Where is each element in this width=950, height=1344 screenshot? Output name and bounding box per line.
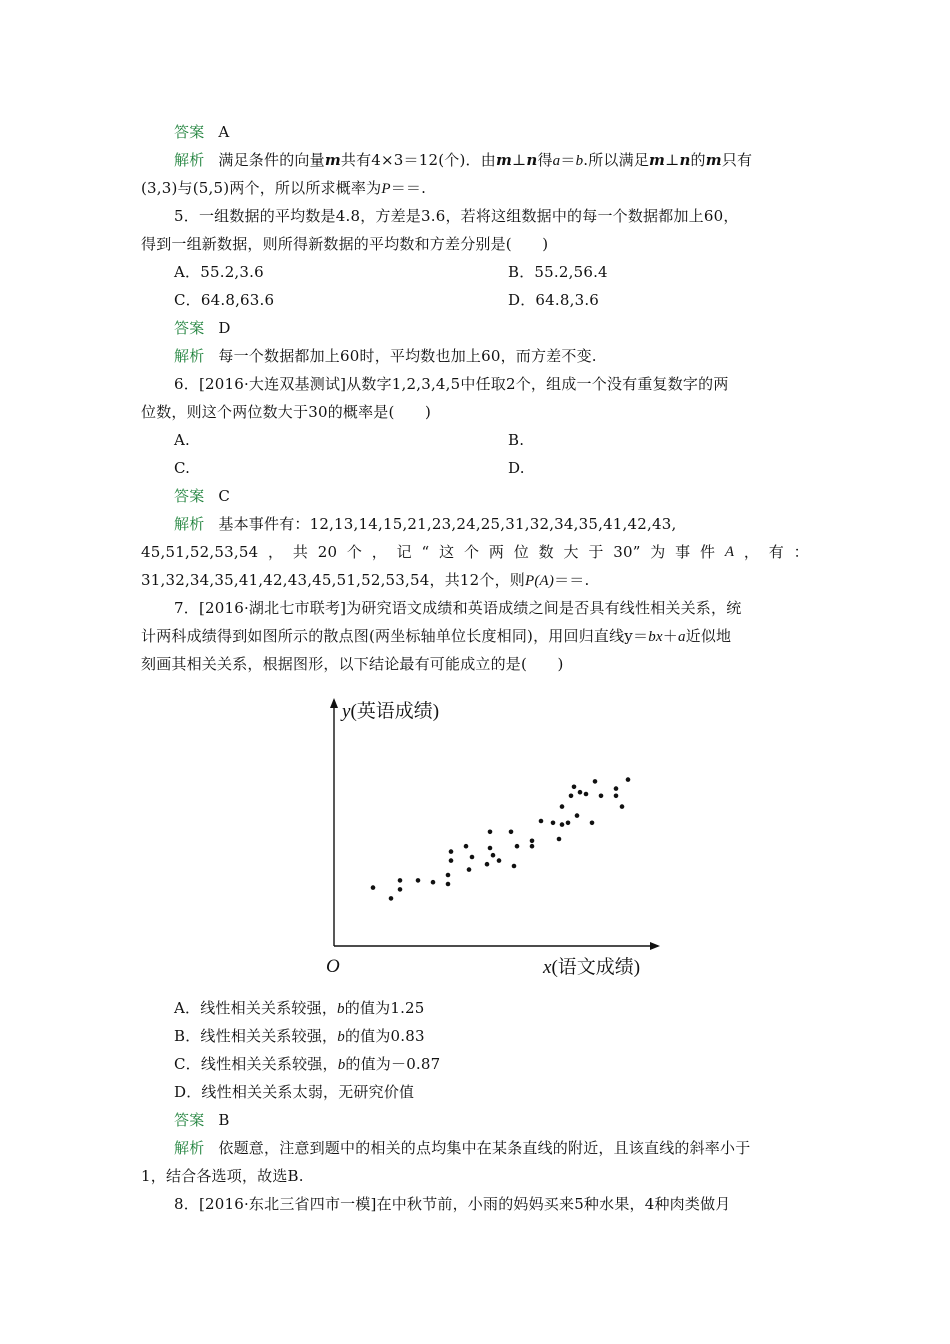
vector-m: m — [324, 151, 341, 169]
data-point — [560, 804, 565, 809]
token: 位 — [513, 543, 529, 561]
analysis-text: 基本事件有：12,13,14,15,21,23,24,25,31,32,34,35,41,42,43, — [218, 515, 677, 533]
q6-answer-line — [174, 486, 230, 506]
text: 共有4×3＝12(个)．由 — [340, 151, 496, 169]
text: A．线性相关关系较强， — [174, 999, 338, 1017]
token: 20 — [317, 543, 338, 561]
y-axis-label: y(英语成绩) — [342, 701, 440, 722]
q6-analysis-line1 — [174, 514, 676, 534]
data-point — [389, 896, 394, 901]
data-point — [551, 821, 556, 826]
token: 共 — [292, 543, 309, 561]
data-point — [575, 813, 580, 818]
text: C．线性相关关系较强， — [174, 1055, 338, 1073]
q4-analysis-line1 — [174, 150, 752, 171]
text: 31,32,34,35,41,42,43,45,51,52,53,54，共12个，则 — [141, 571, 525, 589]
q6-analysis-line3 — [141, 570, 589, 591]
q4-answer-line — [174, 122, 229, 142]
analysis-tag: 解析 — [174, 347, 205, 365]
data-point — [398, 887, 403, 892]
perp-symbol: ⊥ — [665, 151, 680, 169]
data-point — [557, 837, 562, 842]
data-point — [539, 819, 544, 824]
vector-n: n — [526, 151, 538, 169]
q7-analysis-line2: 1，结合各选项，故选B. — [141, 1167, 304, 1185]
data-point — [431, 880, 436, 885]
q7-option-b — [174, 1026, 425, 1047]
text: 得 — [537, 151, 553, 169]
analysis-tag: 解析 — [174, 1139, 205, 1157]
data-point — [416, 878, 421, 883]
q6-option-d: D. — [508, 459, 525, 477]
q5-stem-line1: 5．一组数据的平均数是4.8，方差是3.6，若将这组数据中的每一个数据都加上60， — [174, 207, 739, 225]
text: 计两科成绩得到如图所示的散点图(两坐标轴单位长度相同)，用回归直线y＝ — [141, 627, 649, 645]
data-point — [509, 830, 514, 835]
event-a: A — [724, 544, 735, 560]
text: (3,3)与(5,5)两个，所以所求概率为 — [141, 179, 382, 197]
text: 的值为0.83 — [344, 1027, 425, 1045]
var-a: a — [552, 153, 561, 169]
text: ＝＝. — [554, 571, 590, 589]
text: 的 — [690, 151, 706, 169]
var-a: a — [677, 629, 686, 645]
answer-value: A — [218, 123, 230, 141]
q5-option-a: A．55.2,3.6 — [174, 263, 264, 281]
var-p: P — [381, 181, 391, 197]
token: 个 — [346, 543, 363, 561]
prob-pa: P(A) — [524, 573, 555, 589]
answer-value: D — [218, 319, 231, 337]
data-point — [614, 786, 619, 791]
q6-stem-line1: 6．[2016·大连双基测试]从数字1,2,3,4,5中任取2个，组成一个没有重复数字的两 — [174, 375, 729, 393]
var-b: b — [337, 1001, 345, 1017]
data-point — [398, 878, 403, 883]
answer-tag: 答案 — [174, 319, 205, 337]
q7-option-d: D．线性相关关系太弱，无研究价值 — [174, 1083, 415, 1101]
text: 的值为1.25 — [344, 999, 425, 1017]
vector-n: n — [679, 151, 691, 169]
data-point — [593, 779, 598, 784]
text: ＝ — [560, 151, 576, 169]
text: 只有 — [721, 151, 753, 169]
q8-stem-line1: 8．[2016·东北三省四市一模]在中秋节前，小雨的妈妈买来5种水果，4种肉类做月 — [174, 1195, 731, 1213]
q5-option-b: B．55.2,56.4 — [508, 263, 608, 281]
var-b: b — [337, 1057, 346, 1073]
q6-analysis-line2 — [141, 542, 809, 562]
q5-option-c: C．64.8,63.6 — [174, 291, 275, 309]
text: 满足条件的向量 — [218, 151, 325, 169]
vector-m: m — [495, 151, 513, 169]
data-point — [626, 777, 631, 782]
data-point — [599, 794, 604, 799]
var-b: b — [575, 153, 584, 169]
q5-stem-line2: 得到一组新数据，则所得新数据的平均数和方差分别是( ) — [141, 235, 549, 253]
data-points — [371, 777, 631, 900]
text: B．线性相关关系较强， — [174, 1027, 338, 1045]
data-point — [464, 844, 469, 849]
var-bx: bx — [648, 629, 663, 645]
token: 两 — [488, 543, 505, 561]
q7-stem-line1: 7．[2016·湖北七市联考]为研究语文成绩和英语成绩之间是否具有线性相关关系，统 — [174, 599, 742, 617]
token: ， — [371, 543, 387, 561]
token: 30” — [613, 543, 641, 561]
q7-option-c — [174, 1054, 440, 1075]
q6-option-b: B. — [508, 431, 525, 449]
scatter-plot — [318, 686, 674, 990]
perp-symbol: ⊥ — [512, 151, 527, 169]
token: 数 — [538, 543, 554, 561]
data-point — [578, 790, 583, 795]
analysis-tag: 解析 — [174, 151, 205, 169]
q7-answer-line — [174, 1110, 230, 1130]
answer-tag: 答案 — [174, 487, 205, 505]
data-point — [584, 792, 589, 797]
data-point — [614, 794, 619, 799]
data-point — [530, 844, 535, 849]
vector-m: m — [649, 151, 666, 169]
token: 45,51,52,53,54 — [141, 543, 259, 561]
token: ， — [267, 543, 284, 561]
data-point — [572, 785, 577, 790]
q7-stem-line3: 刻画其相关关系，根据图形，以下结论最有可能成立的是( ) — [141, 655, 564, 673]
q4-analysis-line2 — [141, 178, 426, 199]
origin-label: O — [326, 956, 340, 977]
vector-m: m — [705, 151, 722, 169]
text: 的值为－0.87 — [345, 1055, 441, 1073]
q7-analysis-line1 — [174, 1138, 750, 1158]
q5-option-d: D．64.8,3.6 — [508, 291, 600, 309]
data-point — [512, 864, 517, 869]
analysis-text: 每一个数据都加上60时，平均数也加上60，而方差不变. — [218, 347, 597, 365]
answer-value: B — [218, 1111, 230, 1129]
data-point — [446, 882, 451, 887]
text: .所以满足 — [583, 151, 650, 169]
data-point — [446, 873, 451, 878]
token: 大 — [563, 543, 579, 561]
token: 事 — [675, 543, 691, 561]
data-point — [467, 867, 472, 872]
answer-value: C — [218, 487, 231, 505]
q6-stem-line2: 位数，则这个两位数大于30的概率是( ) — [141, 403, 431, 421]
token: 个 — [463, 543, 480, 561]
data-point — [515, 844, 520, 849]
q7-option-a — [174, 998, 425, 1019]
data-point — [449, 858, 454, 863]
data-point — [620, 804, 625, 809]
answer-tag: 答案 — [174, 123, 205, 141]
token: 为 — [650, 543, 666, 561]
token: 这 — [439, 543, 455, 561]
data-point — [560, 822, 565, 827]
q6-option-a: A. — [174, 431, 191, 449]
text: ＝＝. — [390, 179, 427, 197]
analysis-tag: 解析 — [174, 515, 205, 533]
data-point — [497, 858, 502, 863]
text: 近似地 — [685, 627, 732, 645]
token: ： — [793, 543, 809, 561]
token: “ — [421, 543, 430, 561]
data-point — [470, 855, 475, 860]
data-point — [569, 794, 574, 799]
data-point — [530, 839, 535, 844]
token: 于 — [588, 543, 604, 561]
token: ， — [743, 543, 760, 561]
token: 记 — [396, 543, 412, 561]
q7-stem-line2 — [141, 626, 731, 647]
token: 件 — [699, 543, 716, 561]
data-point — [488, 830, 493, 835]
data-point — [449, 849, 454, 854]
x-axis-label: x(语文成绩) — [543, 957, 641, 978]
data-point — [566, 821, 571, 826]
q6-option-c: C. — [174, 459, 191, 477]
data-point — [488, 846, 493, 851]
var-b: b — [337, 1029, 345, 1045]
data-point — [371, 885, 376, 890]
token: 有 — [768, 543, 784, 561]
text: ＋ — [662, 627, 678, 645]
q5-answer-line — [174, 318, 231, 338]
data-point — [491, 853, 496, 858]
data-point — [485, 862, 490, 867]
q5-analysis-line — [174, 346, 597, 366]
answer-tag: 答案 — [174, 1111, 205, 1129]
analysis-text: 依题意，注意到题中的相关的点均集中在某条直线的附近，且该直线的斜率小于 — [218, 1139, 751, 1157]
data-point — [590, 821, 595, 826]
